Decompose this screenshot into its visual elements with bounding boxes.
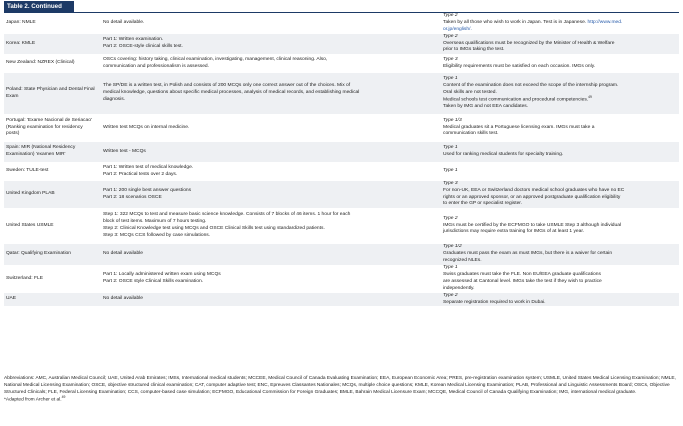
- note-text: Eligibility requirements must be satisfied on each occasion. IMGs only.: [443, 63, 596, 69]
- table-row: [4, 114, 679, 142]
- note-text: Content of the examination does not exceed the scope of the internship program.: [443, 82, 619, 88]
- note-line: [443, 272, 677, 279]
- description-cell: [103, 265, 408, 293]
- note-text: Separate registration required to work in Dubai.: [443, 299, 546, 305]
- type-label: Type 1: [443, 75, 458, 81]
- note-text: Medical graduates sit a Portuguese licensing exam. IMGs must take a: [443, 124, 595, 130]
- description-line: No detail available.: [103, 20, 145, 26]
- type-cell: [443, 114, 677, 142]
- country-cell: [6, 162, 96, 181]
- type-label: Type 2: [443, 293, 458, 298]
- adapted-note: [4, 394, 679, 405]
- description-line: OSCs covering: history taking, clinical examination, investigating, management, clinical reasoning. Also,: [103, 56, 328, 62]
- description-cell: [103, 114, 408, 142]
- type-cell: [443, 162, 677, 181]
- note-text: Taken by IMG and not EEA candidates.: [443, 104, 529, 110]
- country-cell: [6, 73, 96, 114]
- note-line: [443, 83, 677, 90]
- country-text: Sweden: TULE-test: [6, 168, 49, 174]
- type-cell: [443, 208, 677, 244]
- type-label: Type 1: [443, 168, 458, 174]
- url-link[interactable]: http://www.med.: [587, 20, 623, 26]
- description-line: diagnosis.: [103, 96, 126, 102]
- note-text: jurisdictions may require extra training for IMGs of at least 1 year.: [443, 229, 585, 235]
- adapted-ref: 49: [61, 394, 66, 399]
- note-text: Taken by all those who wish to work in Japan. Test is in Japanese. http://www.med.: [443, 20, 623, 26]
- adapted-text: Adapted from Archer et al.: [5, 397, 62, 403]
- table-row: [4, 208, 679, 244]
- table-row: [4, 142, 679, 162]
- description-cell: [103, 181, 408, 208]
- note-text: Medical schools test communication and procedural competencies.: [443, 97, 589, 103]
- table-caption: Table 2. Continued: [4, 1, 74, 12]
- note-text: IMGs must be certified by the ECFMGO to take USMLE Step 3 although individual: [443, 222, 622, 228]
- country-cell: [6, 13, 96, 34]
- description-cell: [103, 208, 408, 244]
- type-cell: [443, 13, 677, 34]
- table-row: [4, 293, 679, 306]
- type-cell: [443, 293, 677, 306]
- country-text: UAE: [6, 296, 17, 302]
- country-cell: [6, 265, 96, 293]
- description-line: Part 2: Practical tests over 2 days.: [103, 171, 178, 177]
- table-row: [4, 73, 679, 114]
- country-text: Switzerland: FLE: [6, 275, 43, 281]
- description-line: The SP/DE is a written test, in Polish and consists of 200 MCQs only one correct answer out of the choices. Mix of: [103, 83, 351, 89]
- country-text: United Kingdom PLAB: [6, 191, 55, 197]
- type-label: Type 3: [443, 181, 458, 186]
- country-text: Portugal: 'Exame Nacional de Seriacao' (Ranking examination for residency posts): [6, 117, 92, 137]
- type-cell: [443, 181, 677, 208]
- country-cell: [6, 208, 96, 244]
- country-text: Japan: NMLE: [6, 20, 36, 26]
- country-cell: [6, 54, 96, 73]
- table-row: [4, 181, 679, 208]
- table-row: [4, 13, 679, 34]
- description-line: Part 1: Written test of medical knowledge.: [103, 164, 194, 170]
- note-line: [443, 64, 677, 71]
- adapted-marker: *: [4, 397, 6, 403]
- country-text: Korea: KMLE: [6, 40, 36, 46]
- note-text: independently.: [443, 285, 475, 291]
- note-line: [443, 27, 677, 34]
- url-link[interactable]: or.jp/english/.: [443, 26, 472, 32]
- table-row: [4, 34, 679, 54]
- type-label: Type 3: [443, 56, 458, 62]
- note-text: prior to IMGs taking the test.: [443, 47, 505, 53]
- table-row: [4, 265, 679, 293]
- note-text: Overseas qualifications must be recognized by the Minister of Health & Welfare: [443, 40, 615, 46]
- note-line: [443, 258, 677, 265]
- note-text: rights or an approved sponsor, or an approved postgraduate qualification eligibility: [443, 194, 621, 200]
- note-line: [443, 104, 677, 111]
- country-text: New Zealand: NZREX (Clinical): [6, 60, 75, 66]
- description-line: Written test - MCQs: [103, 148, 146, 154]
- type-cell: [443, 142, 677, 162]
- description-line: block of test items. Maximum of 7 hours testing.: [103, 219, 207, 225]
- reference-superscript: 49: [588, 94, 592, 99]
- table-body: [4, 13, 679, 306]
- description-line: medical knowledge, questions about specific medical processes, analysis of medical records, and establishing medical: [103, 90, 360, 96]
- description-line: communication and professionalism is assessed.: [103, 63, 210, 69]
- note-text: to enter the GP or specialist register.: [443, 201, 523, 207]
- note-line: [443, 300, 677, 307]
- note-line: [443, 20, 677, 27]
- note-line: [443, 188, 677, 195]
- description-cell: [103, 73, 408, 114]
- country-cell: [6, 142, 96, 162]
- note-line: [443, 90, 677, 97]
- description-line: Step 2: Clinical Knowledge test using MCQs and OSCE Clinical Skills test using standardized patients.: [103, 226, 325, 231]
- type-label: Type 2: [443, 13, 458, 19]
- description-cell: [103, 293, 408, 306]
- description-line: Step 1: 322 MCQs to test and measure basic science knowledge. Consists of 7 blocks of 46 items. 1 hour for each: [103, 212, 351, 218]
- description-cell: [103, 54, 408, 73]
- description-line: Step 3: MCQs CCS followed by case simulations.: [103, 232, 211, 238]
- type-cell: [443, 265, 677, 293]
- note-line: [443, 229, 677, 236]
- description-line: No detail available: [103, 296, 143, 302]
- note-text: are assessed at Cantonal level. IMGs take the test if they wish to practice: [443, 279, 602, 284]
- description-cell: [103, 162, 408, 181]
- note-line: [443, 251, 677, 258]
- description-line: No detail available: [103, 251, 143, 257]
- country-text: Spain: MIR (National Residency Examination) 'examen MIR': [6, 145, 76, 157]
- type-label: Type 1/2: [443, 244, 462, 250]
- country-cell: [6, 181, 96, 208]
- description-cell: [103, 13, 408, 34]
- description-line: Part 2: OSCE-style clinical skills test.: [103, 44, 183, 49]
- table-row: [4, 54, 679, 73]
- table-row: [4, 244, 679, 265]
- country-text: Qatar: Qualifying Examination: [6, 251, 71, 257]
- description-line: Part 2: OSCE style Clinical Skills examination.: [103, 279, 204, 284]
- description-line: Part 1: 200 single best answer questions: [103, 187, 192, 193]
- type-cell: [443, 244, 677, 265]
- note-text: Swiss graduates must take the FLE. Non EU/EEA graduate qualifications: [443, 272, 601, 278]
- table-footnotes: [4, 376, 679, 404]
- description-cell: [103, 34, 408, 54]
- table-row: [4, 162, 679, 181]
- note-text: Graduates must pass the exam as must IMGs, but there is a waiver for certain: [443, 251, 613, 257]
- note-line: [443, 286, 677, 293]
- note-line: [443, 279, 677, 286]
- country-text: Poland: State Physician and Dental Final Exam: [6, 86, 95, 99]
- description-cell: [103, 244, 408, 265]
- abbreviations-note: Abbreviations: AMC, Australian Medical Council; UAE, United Arab Emirates; IMSs, International medical students; MCCEE, Medical Council of Canada Evaluating Examination; EEA, European Economic Area; PRES, pre-registration examination system; USMLE, United States Medical Licensing Examination; NMLE, National Medical Licensing Examination; OSCE, objective structured clinical examination; CAT, computer adaptive test; ENC, Epreuves Classantes Nationales; MCQs, multiple choice questions; KMLE, Korean Medical Licensing Examination; PLAB, Professional and Linguistic Assessments Board; OSCs, Objective Structured Clinicals; FLE, Federal Licensing Examination; CCS, computer-based case simulation; ECFMGO, Educational Commission for Foreign Graduates; BMLE, Bahrain Medical Licensure Exam; MCCQE, Medical Council of Canada Qualifying Examination; IMG, international medical graduate.: [4, 376, 676, 395]
- description-line: Part 2: 18 scenarios OSCE: [103, 194, 162, 200]
- type-cell: [443, 34, 677, 54]
- type-label: Type 2: [443, 34, 458, 39]
- note-text: For non-UK, EEA or Switzerland doctors medical school graduates who have no EC: [443, 187, 625, 193]
- description-cell: [103, 142, 408, 162]
- type-cell: [443, 73, 677, 114]
- note-text: communication skills test.: [443, 131, 499, 137]
- country-cell: [6, 114, 96, 142]
- country-cell: [6, 293, 96, 306]
- type-label: Type 1: [443, 145, 458, 151]
- description-line: Written test MCQs on internal medicine.: [103, 124, 190, 130]
- country-cell: [6, 34, 96, 54]
- description-line: Part 1: Locally administered written exam using MCQs: [103, 272, 221, 278]
- note-text: recognized NLEs.: [443, 257, 482, 263]
- note-line: [443, 201, 677, 208]
- note-text: Used for ranking medical students for specialty training.: [443, 152, 564, 157]
- type-label: Type 1/3: [443, 117, 462, 123]
- description-line: Part 1: Written examination.: [103, 37, 164, 43]
- type-label: Type 1: [443, 265, 458, 271]
- note-line: [443, 152, 677, 159]
- country-cell: [6, 244, 96, 265]
- type-cell: [443, 54, 677, 73]
- type-label: Type 2: [443, 215, 458, 221]
- country-text: United States USMLE: [6, 222, 54, 228]
- note-text: Oral skills are not tested.: [443, 89, 497, 95]
- note-line: [443, 131, 677, 138]
